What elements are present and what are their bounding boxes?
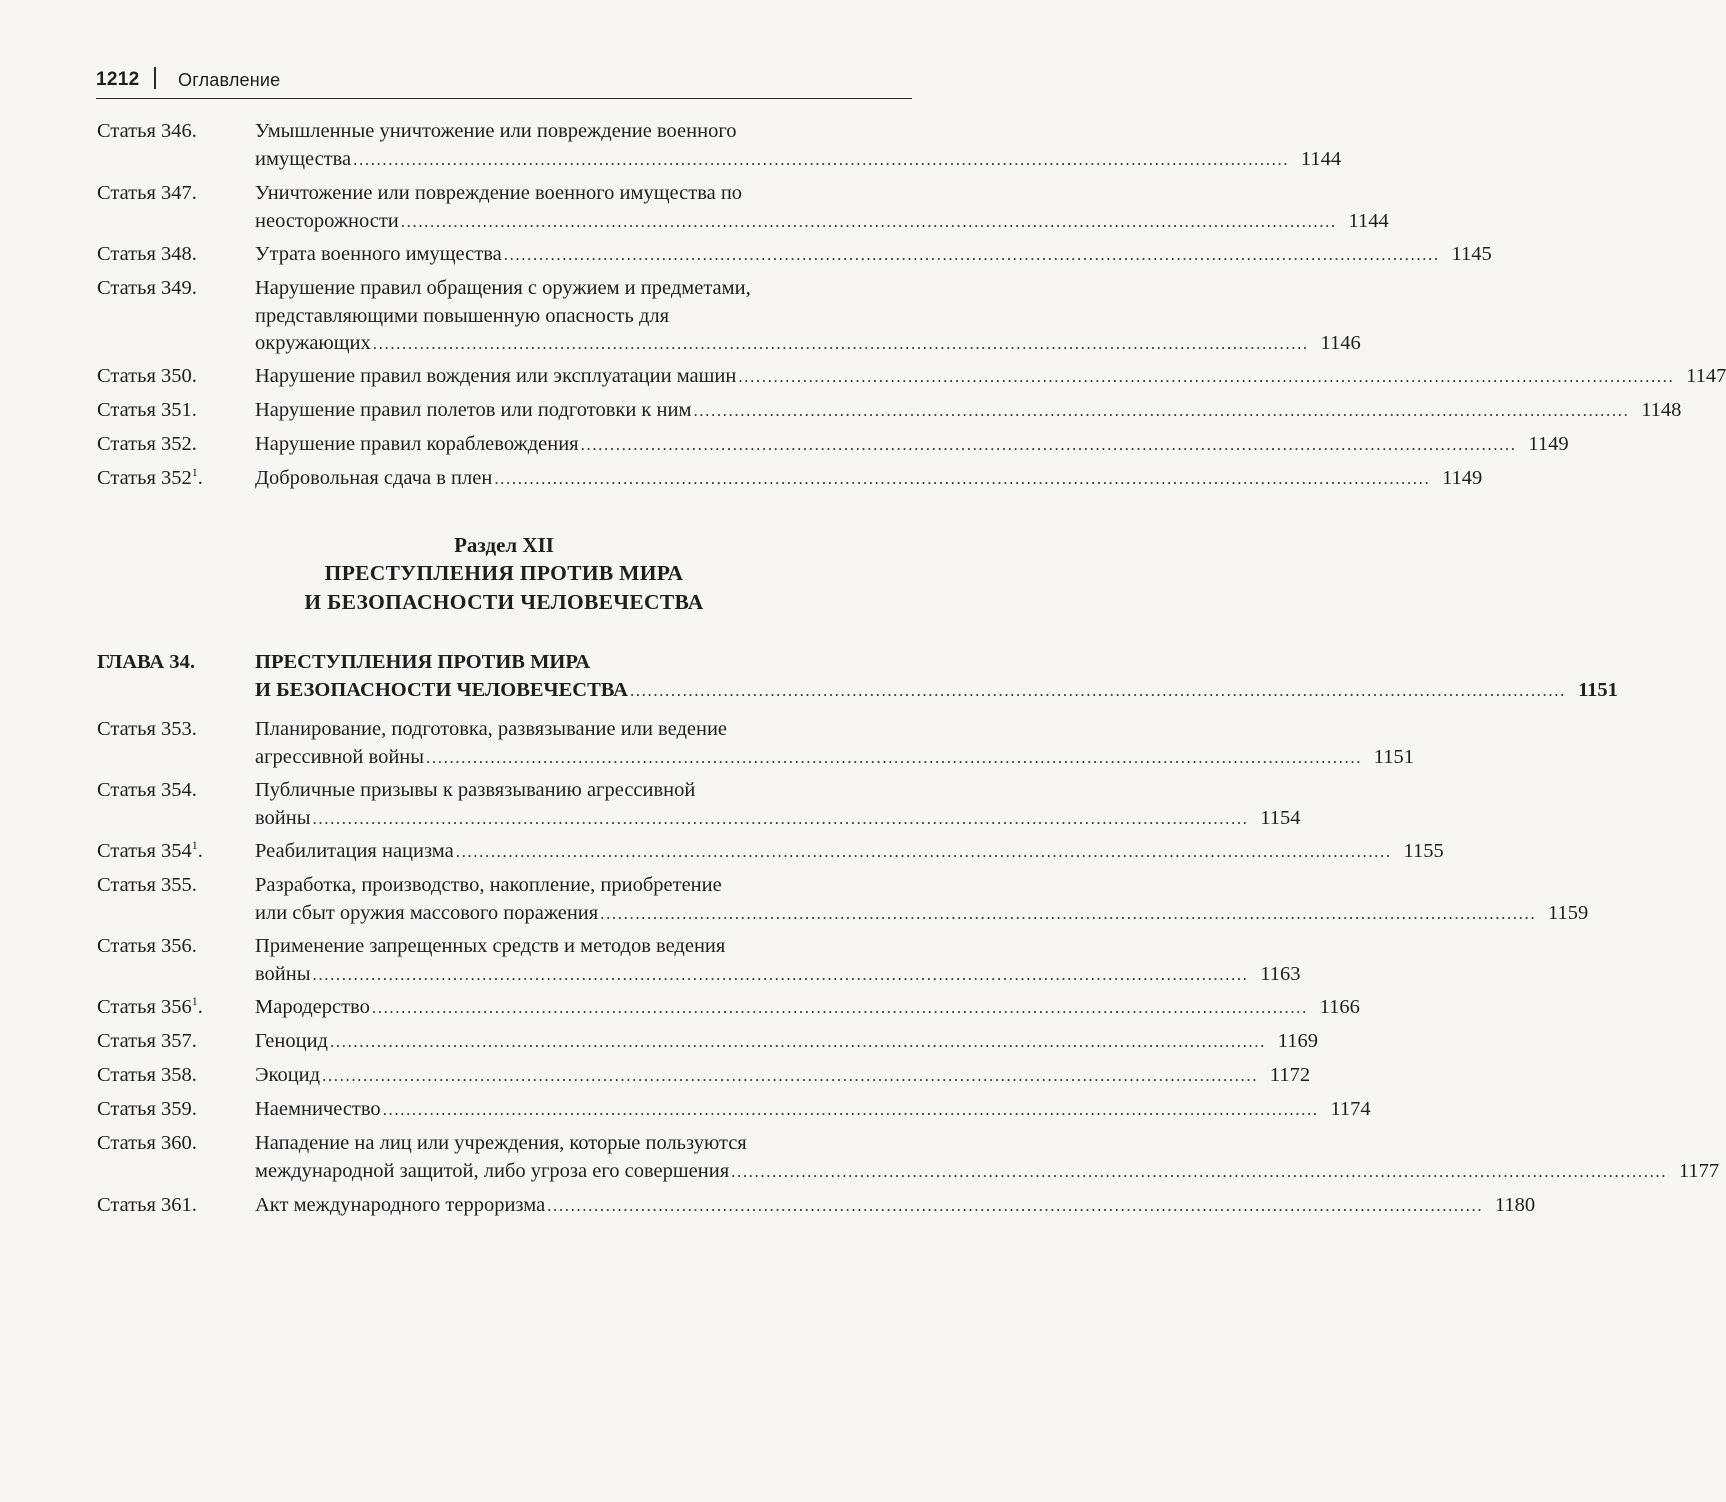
title-text: Публичные призывы к развязыванию агрессивной	[255, 779, 696, 801]
toc-entry[interactable]	[97, 1096, 1371, 1124]
leader-dots: ................................................................................................................................................................	[494, 469, 1431, 488]
article-label: Статья 354.	[97, 779, 197, 801]
article-title	[255, 994, 1360, 1022]
title-line	[255, 397, 1682, 425]
toc-entry[interactable]	[97, 933, 1301, 988]
chapter-page: 1151	[1578, 678, 1618, 701]
toc-entry[interactable]	[97, 431, 1569, 459]
page-ref: 1148	[1641, 399, 1682, 421]
title-text: Добровольная сдача в плен	[255, 467, 493, 489]
leader-dots: ................................................................................................................................................................	[400, 211, 1337, 231]
toc-entry[interactable]	[97, 363, 1726, 391]
article-title	[255, 716, 1415, 771]
title-text: Нарушение правил полетов или подготовки к ним	[255, 399, 692, 421]
leader-dots: ................................................................................................................................................................	[372, 334, 1309, 354]
section-title-line2: И БЕЗОПАСНОСТИ ЧЕЛОВЕЧЕСТВА	[304, 590, 704, 614]
title-text: окружающих	[255, 332, 371, 355]
page-ref: 1180	[1494, 1194, 1536, 1216]
title-text: Мародерство	[255, 996, 370, 1018]
article-superscript: 1	[191, 838, 198, 852]
title-text: имущества	[255, 147, 352, 170]
toc-entry[interactable]	[97, 118, 1342, 173]
title-line	[255, 275, 910, 303]
chapter-entry[interactable]	[97, 649, 1618, 704]
article-title	[255, 431, 1569, 459]
toc-entry[interactable]	[97, 1062, 1311, 1090]
section-heading	[96, 531, 912, 617]
toc-entry[interactable]	[97, 994, 1360, 1022]
title-line	[255, 303, 910, 331]
running-header	[96, 64, 912, 99]
article-title	[255, 1096, 1371, 1124]
article-label: Статья 347.	[97, 182, 197, 204]
page-ref: 1169	[1277, 1030, 1318, 1052]
toc-entry[interactable]	[97, 180, 1389, 235]
title-line	[255, 716, 910, 744]
toc-entry[interactable]	[97, 397, 1682, 425]
leader-dots: ................................................................................................................................................................	[455, 842, 1392, 861]
title-text: Нарушение правил обращения с оружием и предметами,	[255, 277, 751, 299]
article-superscript: 1	[191, 465, 198, 479]
article-label: Статья 349.	[97, 277, 197, 299]
article-title	[255, 872, 1589, 927]
leader-dots: ................................................................................................................................................................	[312, 964, 1249, 984]
leader-dots: ................................................................................................................................................................	[312, 808, 1249, 828]
article-title	[255, 777, 1301, 832]
leader-dots: ................................................................................................................................................................	[322, 1066, 1259, 1085]
title-text: международной защитой, либо угроза его совершения	[255, 1159, 730, 1182]
page-ref: 1144	[1300, 147, 1342, 170]
article-title	[255, 1130, 1720, 1185]
chapter-label: ГЛАВА 34.	[97, 651, 195, 673]
title-text: Нападение на лиц или учреждения, которые пользуются	[255, 1132, 747, 1154]
article-title	[255, 465, 1483, 493]
title-line	[255, 1028, 1318, 1056]
toc-entry[interactable]	[97, 241, 1492, 269]
title-line	[255, 208, 1389, 236]
article-title	[255, 933, 1301, 988]
page-ref: 1144	[1348, 209, 1389, 232]
title-line	[255, 146, 1342, 174]
page-ref: 1172	[1269, 1064, 1311, 1086]
page-ref: 1174	[1330, 1098, 1371, 1120]
title-text: Нарушение правил кораблевождения	[255, 433, 579, 455]
title-text: войны	[255, 962, 311, 985]
toc-entry[interactable]	[97, 465, 1483, 493]
title-line	[255, 180, 910, 208]
chapter-title-line1: ПРЕСТУПЛЕНИЯ ПРОТИВ МИРА	[255, 651, 591, 673]
leader-dots: ................................................................................................................................................................	[731, 1161, 1668, 1181]
article-title	[255, 397, 1682, 425]
header-title: Оглавление	[178, 70, 281, 90]
title-text: Уничтожение или повреждение военного имущества по	[255, 182, 743, 204]
article-label: Статья $352^1$.	[97, 465, 203, 489]
toc-entry[interactable]	[97, 838, 1444, 866]
leader-dots: ................................................................................................................................................................	[371, 998, 1308, 1017]
title-line	[255, 961, 1301, 989]
toc-entry[interactable]	[97, 777, 1301, 832]
title-line	[255, 744, 1415, 772]
page-ref: 1147	[1686, 365, 1726, 387]
title-text: войны	[255, 806, 311, 829]
section-title-line1: ПРЕСТУПЛЕНИЯ ПРОТИВ МИРА	[324, 561, 684, 585]
title-text: неосторожности	[255, 209, 399, 232]
title-line	[255, 1096, 1371, 1124]
title-text: Разработка, производство, накопление, приобретение	[255, 874, 722, 896]
article-label: Статья 353.	[97, 718, 197, 740]
page-ref: 1149	[1528, 433, 1569, 455]
page-ref: 1146	[1320, 332, 1361, 355]
title-line	[255, 465, 1483, 493]
article-label: Статья 357.	[97, 1030, 197, 1052]
title-text: или сбыт оружия массового поражения	[255, 901, 599, 924]
toc-entry[interactable]	[97, 1192, 1536, 1220]
title-line	[255, 900, 1589, 928]
title-line	[255, 431, 1569, 459]
leader-dots: ................................................................................................................................................................	[426, 747, 1363, 767]
page-ref: 1149	[1442, 467, 1483, 489]
title-text: Умышленные уничтожение или повреждение военного	[255, 120, 737, 142]
page-number: 1212	[96, 69, 140, 90]
title-line	[255, 330, 1361, 358]
page-ref: 1163	[1260, 962, 1301, 985]
article-label: Статья 359.	[97, 1098, 197, 1120]
article-title	[255, 838, 1444, 866]
section-number: Раздел XII	[454, 533, 554, 557]
article-label: Статья 355.	[97, 874, 197, 896]
page-ref: 1154	[1260, 806, 1301, 829]
title-text: Геноцид	[255, 1030, 328, 1052]
title-line	[255, 1158, 1720, 1186]
article-label: Статья $354^1$.	[97, 838, 203, 862]
title-line	[255, 872, 910, 900]
title-line	[255, 994, 1360, 1022]
title-line	[255, 838, 1444, 866]
title-text: представляющими повышенную опасность для	[255, 304, 670, 327]
article-title	[255, 1028, 1318, 1056]
title-line	[255, 363, 1726, 391]
toc-entry[interactable]	[97, 716, 1415, 771]
title-text: Нарушение правил вождения или эксплуатации машин	[255, 365, 737, 387]
title-text: Применение запрещенных средств и методов ведения	[255, 935, 726, 957]
article-title	[255, 241, 1492, 269]
article-label: Статья 356.	[97, 935, 197, 957]
article-label: Статья 351.	[97, 399, 197, 421]
article-superscript: 1	[191, 994, 198, 1008]
article-title	[255, 180, 1389, 235]
toc-entry[interactable]	[97, 1130, 1720, 1185]
leader-dots: ................................................................................................................................................................	[600, 903, 1537, 923]
page-ref: 1155	[1403, 840, 1444, 862]
toc-entry[interactable]	[97, 872, 1589, 927]
article-title	[255, 118, 1342, 173]
toc-entry[interactable]	[97, 1028, 1318, 1056]
header-separator	[154, 67, 156, 89]
title-text: Реабилитация нацизма	[255, 840, 454, 862]
article-label: Статья 346.	[97, 120, 197, 142]
title-text: Акт международного терроризма	[255, 1194, 546, 1216]
title-line	[255, 1062, 1311, 1090]
leader-dots: ................................................................................................................................................................	[329, 1032, 1266, 1051]
article-label: Статья 348.	[97, 243, 197, 265]
leader-dots: ................................................................................................................................................................	[353, 149, 1290, 169]
title-text: Утрата военного имущества	[255, 243, 502, 265]
page-ref: 1166	[1319, 996, 1360, 1018]
title-line	[255, 1192, 1536, 1220]
title-line	[255, 241, 1492, 269]
leader-dots: ................................................................................................................................................................	[738, 367, 1675, 386]
page-ref: 1145	[1451, 243, 1492, 265]
title-line	[255, 1130, 910, 1158]
leader-dots: ................................................................................................................................................................	[503, 245, 1440, 264]
leader-dots: ................................................................................................................................................................	[580, 435, 1517, 454]
title-line	[255, 777, 910, 805]
article-label: Статья 350.	[97, 365, 197, 387]
chapter-title-line2: И БЕЗОПАСНОСТИ ЧЕЛОВЕЧЕСТВА	[255, 678, 628, 701]
leader-dots: ................................................................................................................................................................	[693, 401, 1630, 420]
title-text: Экоцид	[255, 1064, 321, 1086]
title-line	[255, 933, 910, 961]
article-title	[255, 275, 1361, 358]
article-label: Статья 360.	[97, 1132, 197, 1154]
page-ref: 1177	[1678, 1159, 1720, 1182]
title-text: агрессивной войны	[255, 745, 425, 768]
article-label: Статья 361.	[97, 1194, 197, 1216]
article-label: Статья $356^1$.	[97, 994, 203, 1018]
article-title	[255, 1192, 1536, 1220]
title-text: Планирование, подготовка, развязывание или ведение	[255, 718, 728, 740]
title-text: Наемничество	[255, 1098, 381, 1120]
page-ref: 1159	[1547, 901, 1589, 924]
article-title	[255, 363, 1726, 391]
toc-entry[interactable]	[97, 275, 1361, 358]
leader-dots: ................................................................................................................................................................	[547, 1196, 1484, 1215]
article-label: Статья 352.	[97, 433, 197, 455]
title-line	[255, 805, 1301, 833]
leader-dots: ................................................................................................................................................................	[629, 680, 1566, 700]
page-ref: 1151	[1373, 745, 1415, 768]
leader-dots: ................................................................................................................................................................	[382, 1100, 1319, 1119]
article-label: Статья 358.	[97, 1064, 197, 1086]
title-line	[255, 118, 910, 146]
article-title	[255, 1062, 1311, 1090]
